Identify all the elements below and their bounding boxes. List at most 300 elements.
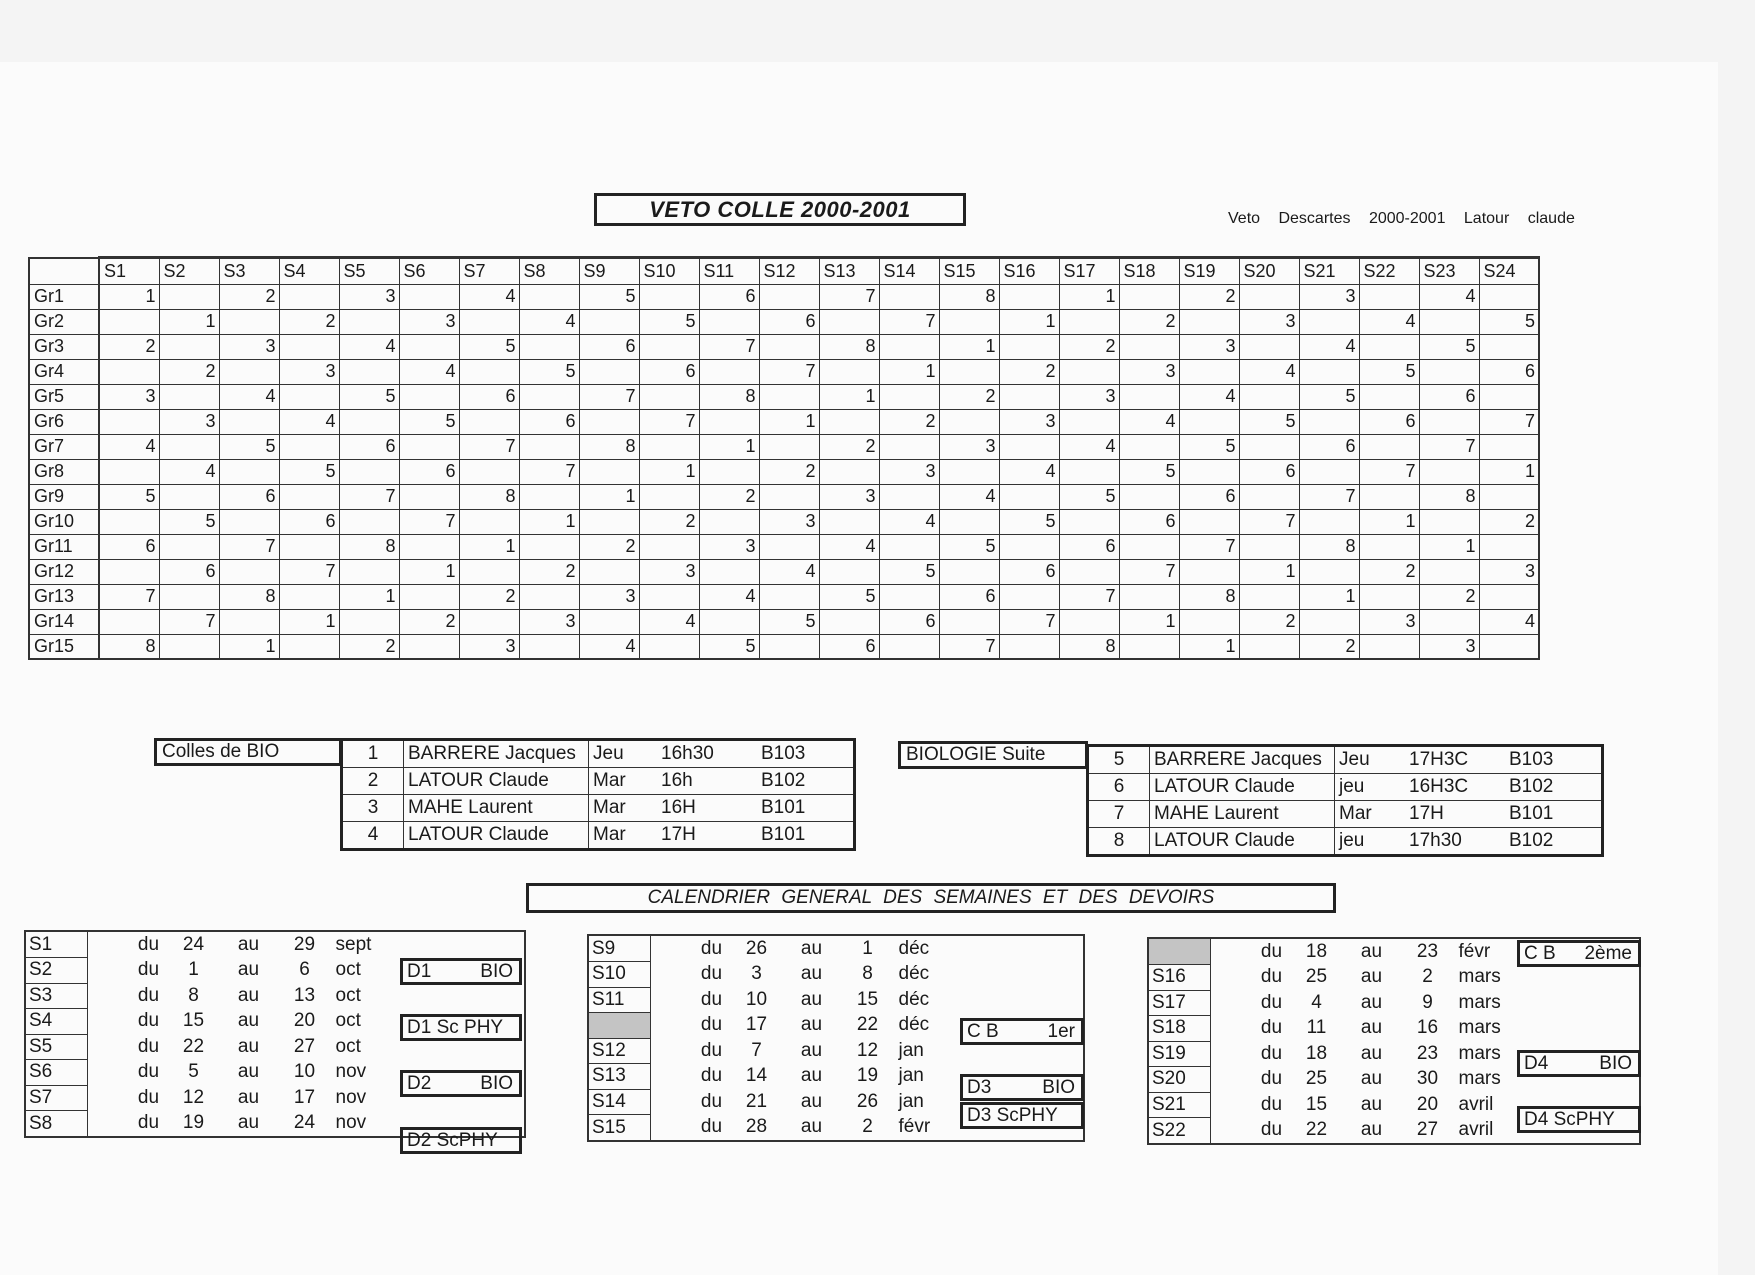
grid-cell: 2 xyxy=(159,359,219,384)
week-header: S2 xyxy=(159,258,219,285)
calendar-start-day: 25 xyxy=(1305,1068,1328,1090)
grid-cell: 2 xyxy=(279,309,339,334)
grid-cell xyxy=(279,584,339,609)
calendar-au: au xyxy=(800,963,823,985)
grid-cell xyxy=(999,284,1059,309)
colle-time: 16H3C xyxy=(1405,774,1505,801)
grid-cell: 5 xyxy=(1419,334,1479,359)
calendar-spacer xyxy=(87,1009,134,1035)
calendar-spacer xyxy=(650,987,697,1013)
calendar-au: au xyxy=(237,1010,260,1032)
calendar-week: S21 xyxy=(1148,1092,1210,1118)
calendar-end-day: 19 xyxy=(856,1065,879,1087)
calendar-devoir-slot xyxy=(392,983,526,1009)
grid-cell xyxy=(1059,609,1119,634)
grid-cell: 1 xyxy=(699,434,759,459)
calendar-start-day: 25 xyxy=(1305,966,1328,988)
colle-row xyxy=(1088,801,1603,828)
grid-cell xyxy=(339,359,399,384)
grid-cell xyxy=(159,384,219,409)
colle-grid xyxy=(28,256,1540,660)
calendar-week xyxy=(588,1013,650,1039)
grid-cell xyxy=(879,434,939,459)
calendar-end-day: 2 xyxy=(1422,966,1433,988)
calendar-end-day: 16 xyxy=(1416,1017,1439,1039)
devoir-d2-bio xyxy=(400,1070,522,1097)
grid-cell: 6 xyxy=(1059,534,1119,559)
colle-day: jeu xyxy=(1335,774,1406,801)
calendar-month: mars xyxy=(1458,966,1501,988)
calendar-month: oct xyxy=(335,1010,361,1032)
biologie-suite-table xyxy=(1086,744,1604,857)
grid-cell xyxy=(639,284,699,309)
grid-cell xyxy=(999,384,1059,409)
calendar-spacer xyxy=(1210,1016,1257,1042)
grid-cell xyxy=(1059,409,1119,434)
grid-cell xyxy=(579,609,639,634)
grid-cell xyxy=(99,409,159,434)
week-header: S5 xyxy=(339,258,399,285)
calendar-week: S6 xyxy=(25,1060,87,1086)
devoir-code: D1 xyxy=(407,960,432,982)
grid-cell xyxy=(1479,584,1539,609)
colle-day: Mar xyxy=(589,795,658,822)
devoir-d4-bio xyxy=(1517,1050,1641,1077)
colle-name: LATOUR Claude xyxy=(1150,828,1335,856)
grid-cell xyxy=(1479,334,1539,359)
grid-cell: 7 xyxy=(459,434,519,459)
grid-cell: 7 xyxy=(1059,584,1119,609)
grid-cell xyxy=(819,309,879,334)
grid-cell: 2 xyxy=(1179,284,1239,309)
grid-cell: 8 xyxy=(99,634,159,659)
grid-cell: 3 xyxy=(1419,634,1479,659)
calendar-du: du xyxy=(700,1039,723,1061)
grid-cell: 2 xyxy=(819,434,879,459)
calendar-du: du xyxy=(137,1086,160,1108)
grid-cell xyxy=(159,434,219,459)
group-row xyxy=(29,459,1539,484)
grid-cell: 1 xyxy=(1419,534,1479,559)
grid-cell xyxy=(459,509,519,534)
grid-cell: 4 xyxy=(99,434,159,459)
calendar-du: du xyxy=(137,933,160,955)
group-label: Gr10 xyxy=(29,509,99,534)
calendar-au: au xyxy=(800,1090,823,1112)
calendar-devoir-slot xyxy=(955,962,1085,988)
grid-header-row xyxy=(29,258,1539,285)
grid-cell xyxy=(759,634,819,659)
calendar-month: déc xyxy=(898,1014,930,1036)
grid-cell: 3 xyxy=(579,584,639,609)
grid-cell xyxy=(1419,359,1479,384)
grid-cell xyxy=(759,534,819,559)
devoir-code: D3 ScPHY xyxy=(967,1104,1058,1126)
devoir-d1-phy xyxy=(400,1014,522,1041)
grid-cell xyxy=(1299,509,1359,534)
calendar-du: du xyxy=(137,959,160,981)
grid-cell: 1 xyxy=(99,284,159,309)
devoir-code: D3 xyxy=(967,1076,992,1098)
grid-cell xyxy=(819,559,879,584)
grid-cell: 4 xyxy=(519,309,579,334)
grid-cell: 2 xyxy=(1239,609,1299,634)
grid-cell xyxy=(1179,459,1239,484)
colle-row xyxy=(1088,746,1603,774)
grid-cell xyxy=(99,459,159,484)
grid-cell: 4 xyxy=(339,334,399,359)
calendar-month: nov xyxy=(335,1086,367,1108)
colle-name: MAHE Laurent xyxy=(1150,801,1335,828)
grid-cell xyxy=(1479,534,1539,559)
grid-cell: 5 xyxy=(399,409,459,434)
calendar-week: S3 xyxy=(25,983,87,1009)
grid-cell: 5 xyxy=(819,584,879,609)
grid-cell xyxy=(1119,484,1179,509)
grid-cell xyxy=(1239,584,1299,609)
grid-cell: 3 xyxy=(1359,609,1419,634)
colle-room: B103 xyxy=(757,740,855,768)
grid-cell: 5 xyxy=(879,559,939,584)
calendar-du: du xyxy=(700,1014,723,1036)
grid-cell xyxy=(1119,634,1179,659)
grid-cell xyxy=(399,334,459,359)
calendar-end-day: 23 xyxy=(1416,1042,1439,1064)
grid-cell xyxy=(579,559,639,584)
colle-day: Mar xyxy=(589,822,658,850)
grid-cell xyxy=(1059,509,1119,534)
calendar-end-day: 20 xyxy=(293,1010,316,1032)
colle-name: LATOUR Claude xyxy=(404,768,589,795)
grid-cell: 4 xyxy=(819,534,879,559)
grid-cell xyxy=(519,484,579,509)
grid-cell: 4 xyxy=(1179,384,1239,409)
week-header: S9 xyxy=(579,258,639,285)
grid-cell xyxy=(1179,309,1239,334)
grid-cell: 7 xyxy=(339,484,399,509)
grid-cell: 6 xyxy=(939,584,999,609)
calendar-spacer xyxy=(1210,1118,1257,1145)
calendar-row xyxy=(588,962,1084,988)
calendar-end-day: 23 xyxy=(1416,940,1439,962)
calendar-end-day: 24 xyxy=(293,1112,316,1134)
grid-cell: 7 xyxy=(159,609,219,634)
calendar-week: S4 xyxy=(25,1009,87,1035)
calendar-week: S16 xyxy=(1148,965,1210,991)
colle-row xyxy=(342,740,855,768)
calendar-month: févr xyxy=(898,1116,931,1138)
colle-time: 16h30 xyxy=(657,740,757,768)
grid-cell: 4 xyxy=(1359,309,1419,334)
grid-cell: 6 xyxy=(219,484,279,509)
grid-cell: 5 xyxy=(579,284,639,309)
grid-cell xyxy=(339,509,399,534)
grid-cell: 6 xyxy=(1239,459,1299,484)
devoir-code: D1 Sc PHY xyxy=(407,1016,504,1038)
grid-cell: 1 xyxy=(939,334,999,359)
calendar-start-day: 3 xyxy=(751,963,762,985)
grid-cell: 1 xyxy=(999,309,1059,334)
calendar-row xyxy=(1148,1016,1640,1042)
grid-cell xyxy=(1239,534,1299,559)
calendar-month: mars xyxy=(1458,1068,1501,1090)
grid-cell: 3 xyxy=(939,434,999,459)
calendar-au: au xyxy=(237,933,260,955)
grid-cell: 5 xyxy=(279,459,339,484)
colle-time: 16h xyxy=(657,768,757,795)
colle-n: 6 xyxy=(1088,774,1150,801)
grid-cell: 7 xyxy=(1479,409,1539,434)
grid-cell xyxy=(1359,334,1419,359)
grid-cell xyxy=(1419,509,1479,534)
calendar-month: déc xyxy=(898,988,930,1010)
calendar-month: déc xyxy=(898,963,930,985)
grid-cell xyxy=(519,284,579,309)
grid-cell xyxy=(819,409,879,434)
grid-cell: 6 xyxy=(339,434,399,459)
grid-cell xyxy=(1299,459,1359,484)
grid-cell xyxy=(339,309,399,334)
grid-cell: 7 xyxy=(1179,534,1239,559)
grid-cell xyxy=(1479,284,1539,309)
grid-cell: 8 xyxy=(699,384,759,409)
colle-name: LATOUR Claude xyxy=(1150,774,1335,801)
colle-n: 3 xyxy=(342,795,404,822)
grid-cell: 4 xyxy=(1299,334,1359,359)
colle-name: BARRERE Jacques xyxy=(404,740,589,768)
grid-cell xyxy=(1299,359,1359,384)
grid-cell: 4 xyxy=(999,459,1059,484)
grid-cell: 5 xyxy=(699,634,759,659)
grid-cell: 7 xyxy=(879,309,939,334)
grid-cell: 6 xyxy=(579,334,639,359)
grid-cell xyxy=(1419,559,1479,584)
colle-day: jeu xyxy=(1335,828,1406,856)
grid-cell xyxy=(279,434,339,459)
week-header: S19 xyxy=(1179,258,1239,285)
grid-cell xyxy=(459,359,519,384)
week-header: S1 xyxy=(99,258,159,285)
week-header: S7 xyxy=(459,258,519,285)
grid-cell xyxy=(939,309,999,334)
grid-cell xyxy=(1119,334,1179,359)
calendar-week: S19 xyxy=(1148,1041,1210,1067)
calendar-start-day: 15 xyxy=(1305,1093,1328,1115)
group-label: Gr7 xyxy=(29,434,99,459)
grid-cell: 4 xyxy=(459,284,519,309)
colle-n: 2 xyxy=(342,768,404,795)
grid-cell: 8 xyxy=(579,434,639,459)
calendar-au: au xyxy=(237,1112,260,1134)
grid-cell xyxy=(639,634,699,659)
grid-cell: 2 xyxy=(519,559,579,584)
calendar-au: au xyxy=(1360,1042,1383,1064)
calendar-spacer xyxy=(87,1060,134,1086)
calendar-spacer xyxy=(650,1115,697,1142)
grid-cell xyxy=(1359,484,1419,509)
grid-cell xyxy=(1359,534,1419,559)
calendar-end-day: 6 xyxy=(299,959,310,981)
group-label: Gr8 xyxy=(29,459,99,484)
grid-cell xyxy=(1239,484,1299,509)
calendar-du: du xyxy=(700,988,723,1010)
grid-cell xyxy=(639,584,699,609)
grid-cell: 6 xyxy=(1299,434,1359,459)
grid-cell: 6 xyxy=(699,284,759,309)
colle-day: Jeu xyxy=(1335,746,1406,774)
grid-cell xyxy=(639,484,699,509)
grid-cell: 1 xyxy=(819,384,879,409)
group-label: Gr9 xyxy=(29,484,99,509)
header-info: Veto Descartes 2000-2001 Latour claude xyxy=(1228,210,1575,227)
grid-cell xyxy=(399,434,459,459)
grid-cell: 6 xyxy=(159,559,219,584)
grid-cell xyxy=(159,584,219,609)
calendar-start-day: 10 xyxy=(745,988,768,1010)
group-label: Gr2 xyxy=(29,309,99,334)
grid-cell: 3 xyxy=(1059,384,1119,409)
calendar-week: S17 xyxy=(1148,990,1210,1016)
calendar-du: du xyxy=(1260,1068,1283,1090)
grid-cell xyxy=(579,509,639,534)
grid-cell xyxy=(99,509,159,534)
calendar-start-day: 19 xyxy=(182,1112,205,1134)
devoir-cb-2eme xyxy=(1517,940,1641,967)
grid-cell xyxy=(399,384,459,409)
grid-cell xyxy=(1299,609,1359,634)
grid-cell: 5 xyxy=(759,609,819,634)
colle-name: BARRERE Jacques xyxy=(1150,746,1335,774)
calendar-au: au xyxy=(1360,1119,1383,1141)
grid-corner xyxy=(29,258,99,285)
grid-cell: 2 xyxy=(339,634,399,659)
grid-cell xyxy=(279,484,339,509)
grid-cell xyxy=(879,284,939,309)
calendar-month: oct xyxy=(335,1035,361,1057)
grid-cell xyxy=(1179,509,1239,534)
grid-cell: 4 xyxy=(399,359,459,384)
calendar-title: CALENDRIER GENERAL DES SEMAINES ET DES DEVOIRS xyxy=(526,883,1336,913)
grid-cell: 2 xyxy=(99,334,159,359)
grid-cell xyxy=(99,309,159,334)
grid-cell xyxy=(819,459,879,484)
grid-cell xyxy=(759,584,819,609)
calendar-du: du xyxy=(1260,991,1283,1013)
grid-cell: 1 xyxy=(459,534,519,559)
calendar-end-day: 9 xyxy=(1422,991,1433,1013)
week-header: S16 xyxy=(999,258,1059,285)
grid-cell: 3 xyxy=(1239,309,1299,334)
grid-cell: 1 xyxy=(399,559,459,584)
biologie-suite-body xyxy=(1088,746,1603,856)
calendar-row xyxy=(25,931,525,958)
grid-cell: 2 xyxy=(759,459,819,484)
grid-cell xyxy=(999,334,1059,359)
grid-cell xyxy=(219,609,279,634)
colle-time: 16H xyxy=(657,795,757,822)
grid-cell: 1 xyxy=(639,459,699,484)
group-row xyxy=(29,484,1539,509)
grid-cell xyxy=(399,284,459,309)
grid-cell: 3 xyxy=(639,559,699,584)
grid-cell: 8 xyxy=(1179,584,1239,609)
calendar-spacer xyxy=(87,1111,134,1138)
grid-cell: 1 xyxy=(759,409,819,434)
grid-cell: 6 xyxy=(639,359,699,384)
colle-n: 1 xyxy=(342,740,404,768)
grid-cell: 1 xyxy=(159,309,219,334)
calendar-start-day: 7 xyxy=(751,1039,762,1061)
calendar-du: du xyxy=(700,963,723,985)
calendar-week: S15 xyxy=(588,1115,650,1142)
grid-cell xyxy=(1299,409,1359,434)
calendar-end-day: 15 xyxy=(856,988,879,1010)
grid-cell xyxy=(999,534,1059,559)
grid-cell xyxy=(339,409,399,434)
grid-cell: 8 xyxy=(1059,634,1119,659)
grid-cell xyxy=(1359,434,1419,459)
grid-cell xyxy=(219,509,279,534)
calendar-month: sept xyxy=(335,933,372,955)
calendar-month: jan xyxy=(898,1065,924,1087)
grid-cell xyxy=(939,359,999,384)
colle-n: 5 xyxy=(1088,746,1150,774)
grid-cell: 8 xyxy=(459,484,519,509)
grid-cell: 5 xyxy=(1059,484,1119,509)
calendar-spacer xyxy=(650,935,697,962)
devoir-code: D4 ScPHY xyxy=(1524,1108,1615,1130)
calendar-start-day: 28 xyxy=(745,1116,768,1138)
grid-cell: 6 xyxy=(279,509,339,534)
calendar-week: S11 xyxy=(588,987,650,1013)
grid-cell xyxy=(279,284,339,309)
grid-cell: 4 xyxy=(1239,359,1299,384)
grid-cell xyxy=(219,459,279,484)
grid-cell xyxy=(399,484,459,509)
group-row xyxy=(29,509,1539,534)
grid-cell xyxy=(1179,609,1239,634)
grid-cell xyxy=(1299,559,1359,584)
grid-cell xyxy=(159,634,219,659)
grid-cell xyxy=(1119,584,1179,609)
grid-cell: 5 xyxy=(999,509,1059,534)
grid-cell xyxy=(699,509,759,534)
calendar-start-day: 21 xyxy=(745,1090,768,1112)
week-header: S4 xyxy=(279,258,339,285)
calendar-week: S7 xyxy=(25,1085,87,1111)
calendar-du: du xyxy=(137,1035,160,1057)
calendar-devoir-slot xyxy=(955,935,1085,962)
grid-cell xyxy=(219,359,279,384)
grid-cell xyxy=(519,584,579,609)
devoir-d2-phy xyxy=(400,1127,522,1154)
grid-cell xyxy=(99,359,159,384)
grid-cell: 5 xyxy=(1359,359,1419,384)
colle-room: B101 xyxy=(757,822,855,850)
calendar-du: du xyxy=(137,1010,160,1032)
calendar-month: avril xyxy=(1458,1093,1494,1115)
calendar-row xyxy=(25,983,525,1009)
grid-cell xyxy=(1119,434,1179,459)
group-row xyxy=(29,559,1539,584)
calendar-du: du xyxy=(700,1090,723,1112)
calendar-end-day: 27 xyxy=(1416,1119,1439,1141)
grid-cell: 2 xyxy=(999,359,1059,384)
grid-cell xyxy=(1359,634,1419,659)
grid-cell: 5 xyxy=(519,359,579,384)
grid-cell xyxy=(1239,434,1299,459)
calendar-end-day: 13 xyxy=(293,984,316,1006)
